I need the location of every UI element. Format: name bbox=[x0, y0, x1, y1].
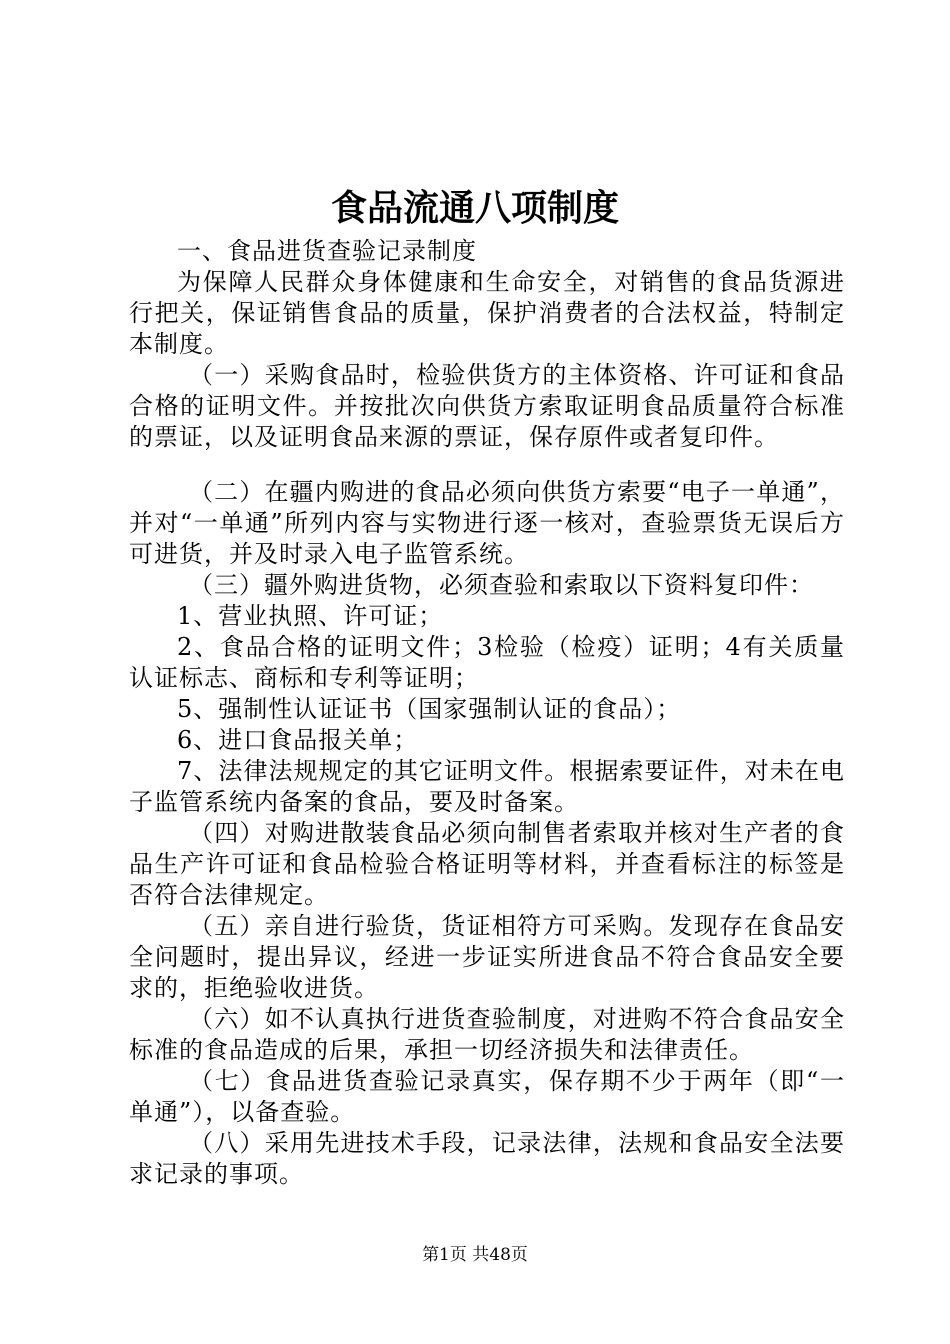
list-item-customs: 6、进口食品报关单； bbox=[177, 726, 419, 754]
document-body bbox=[129, 236, 845, 1190]
paragraph-spacer bbox=[129, 453, 845, 477]
page-number: 第1页 共48页 bbox=[422, 1245, 528, 1265]
paragraph-item-8: （八）采用先进技术手段，记录法律，法规和食品安全法要求记录的事项。 bbox=[129, 1129, 845, 1188]
list-item-certificates: 2、食品合格的证明文件；3检验（检疫）证明；4有关质量认证标志、商标和专利等证明； bbox=[129, 633, 845, 692]
paragraph-item-2: （二）在疆内购进的食品必须向供货方索要“电子一单通”，并对“一单通”所列内容与实物进行逐一核对，查验票货无误后方可进货，并及时录入电子监管系统。 bbox=[129, 478, 845, 568]
document-title: 食品流通八项制度 bbox=[330, 187, 619, 229]
list-item-other-docs: 7、法律法规规定的其它证明文件。根据索要证件，对未在电子监管系统内备案的食品，要及时备案。 bbox=[129, 757, 845, 816]
paragraph-item-7: （七）食品进货查验记录真实，保存期不少于两年（即“一单通”），以备查验。 bbox=[129, 1067, 845, 1126]
paragraph-item-6: （六）如不认真执行进货查验制度，对进购不符合食品安全标准的食品造成的后果，承担一切经济损失和法律责任。 bbox=[129, 1005, 845, 1064]
section-heading: 一、食品进货查验记录制度 bbox=[177, 237, 477, 265]
paragraph-item-1: （一）采购食品时，检验供货方的主体资格、许可证和食品合格的证明文件。并按批次向供货方索取证明食品质量符合标准的票证，以及证明食品来源的票证，保存原件或者复印件。 bbox=[129, 361, 845, 451]
list-item-license: 1、营业执照、许可证； bbox=[177, 602, 444, 630]
list-item-compulsory-cert: 5、强制性认证证书（国家强制认证的食品）； bbox=[177, 695, 682, 723]
paragraph-item-3: （三）疆外购进货物，必须查验和索取以下资料复印件： bbox=[189, 571, 814, 599]
paragraph-intro: 为保障人民群众身体健康和生命安全，对销售的食品货源进行把关，保证销售食品的质量，保护消费者的合法权益，特制定本制度。 bbox=[129, 268, 845, 358]
paragraph-item-4: （四）对购进散装食品必须向制售者索取并核对生产者的食品生产许可证和食品检验合格证明等材料，并查看标注的标签是否符合法律规定。 bbox=[129, 819, 845, 909]
paragraph-item-5: （五）亲自进行验货，货证相符方可采购。发现存在食品安全问题时，提出异议，经进一步证实所进食品不符合食品安全要求的，拒绝验收进货。 bbox=[129, 912, 845, 1002]
